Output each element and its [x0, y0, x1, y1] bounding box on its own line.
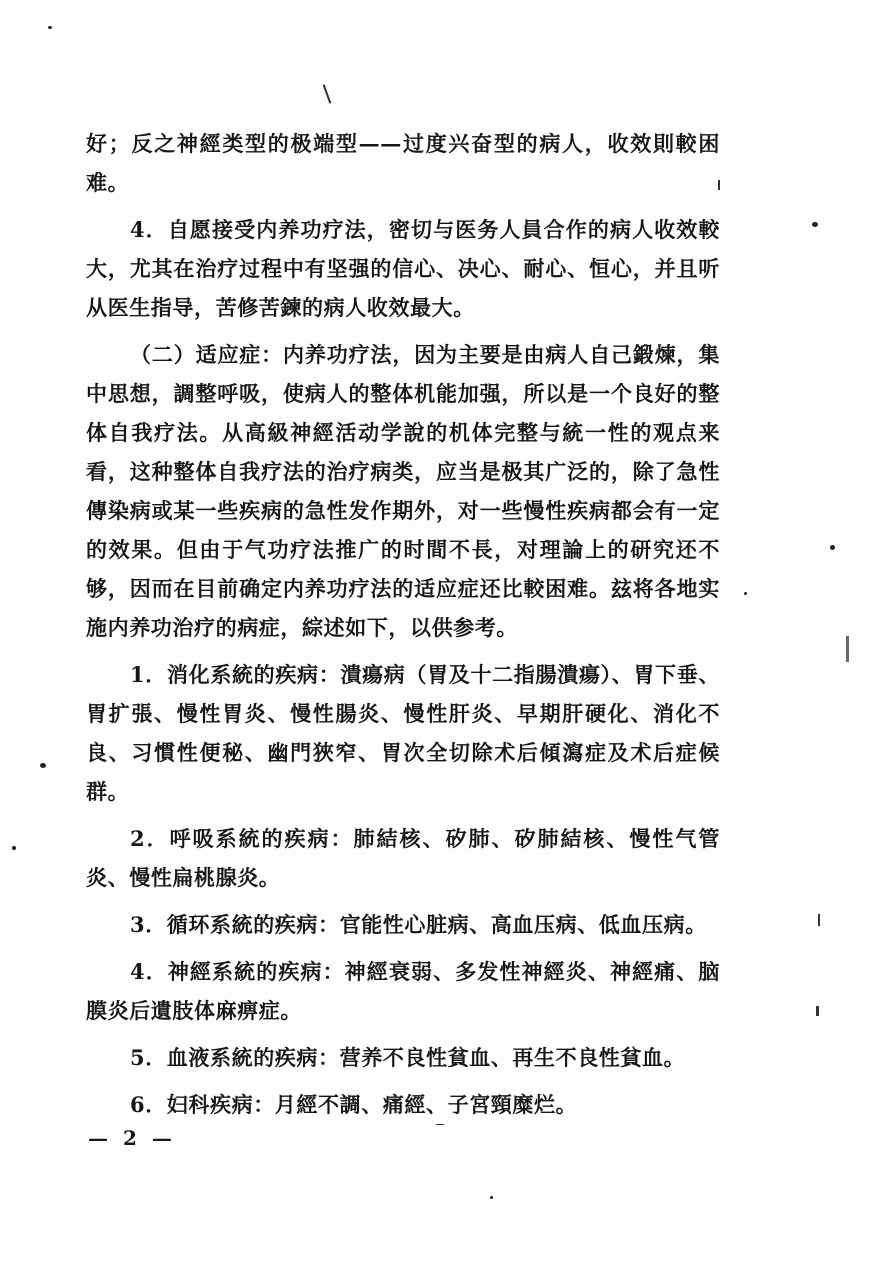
scan-speck: [490, 1196, 493, 1199]
scan-speck: [40, 763, 46, 768]
scan-speck: [744, 592, 747, 595]
paragraph-continuation: 好；反之神經类型的极端型——过度兴奋型的病人，收效則較困难。: [86, 131, 720, 195]
scan-speck: [12, 846, 16, 850]
paragraph-circulatory-diseases: 3．循环系統的疾病：官能性心脏病、高血压病、低血压病。: [130, 912, 707, 937]
page-number: — 2 —: [88, 1126, 176, 1150]
scan-mark: [816, 1006, 819, 1016]
scan-speck: [830, 545, 835, 550]
paragraph-digestive-diseases: 1．消化系統的疾病：潰瘍病（胃及十二指腸潰瘍）、胃下垂、胃扩張、慢性胃炎、慢性腸炎、慢性肝炎、早期肝硬化、消化不良、习慣性便秘、幽門狹窄、胃次全切除术后傾瀉症及术后症候群。: [86, 662, 720, 804]
scan-mark: [436, 1124, 444, 1125]
scan-mark: [846, 636, 849, 662]
paragraph-indications: （二）适应症：内养功疗法，因为主要是由病人自己鍛煉，集中思想，調整呼吸，使病人的整体机能加强，所以是一个良好的整体自我疗法。从高級神經活动学說的机体完整与統一性的观点来看，这种整体自我疗法的治疗病类，应当是极其广泛的，除了急性傳染病或某一些疾病的急性发作期外，对一些慢性疾病都会有一定的效果。但由于气功疗法推广的时間不長，对理論上的研究还不够，因而在目前确定内养功疗法的适应症还比較困难。玆将各地实施内养功治疗的病症，綜述如下，以供参考。: [86, 342, 720, 640]
scan-speck: [812, 222, 818, 227]
paragraph-item-4-willing-patients: 4．自愿接受内养功疗法，密切与医务人員合作的病人收效較大，尤其在治疗过程中有坚强的信心、决心、耐心、恒心，并且听从医生指导，苦修苦鍊的病人收效最大。: [86, 217, 720, 320]
paragraph-respiratory-diseases: 2．呼吸系統的疾病：肺結核、矽肺、矽肺結核、慢性气管炎、慢性扁桃腺炎。: [86, 826, 720, 890]
scan-mark: [718, 180, 720, 190]
paragraph-blood-diseases: 5．血液系統的疾病：营养不良性貧血、再生不良性貧血。: [130, 1045, 686, 1070]
paragraph-nervous-diseases: 4．神經系統的疾病：神經衰弱、多发性神經炎、神經痛、脑膜炎后遺肢体麻痹症。: [86, 959, 720, 1023]
scan-mark: [818, 914, 820, 926]
body-text: [86, 124, 720, 1132]
paragraph-gynecological-diseases: 6．妇科疾病：月經不調、痛經、子宮頸糜烂。: [130, 1092, 578, 1117]
scan-mark: [323, 84, 332, 103]
scan-speck: [48, 26, 52, 29]
